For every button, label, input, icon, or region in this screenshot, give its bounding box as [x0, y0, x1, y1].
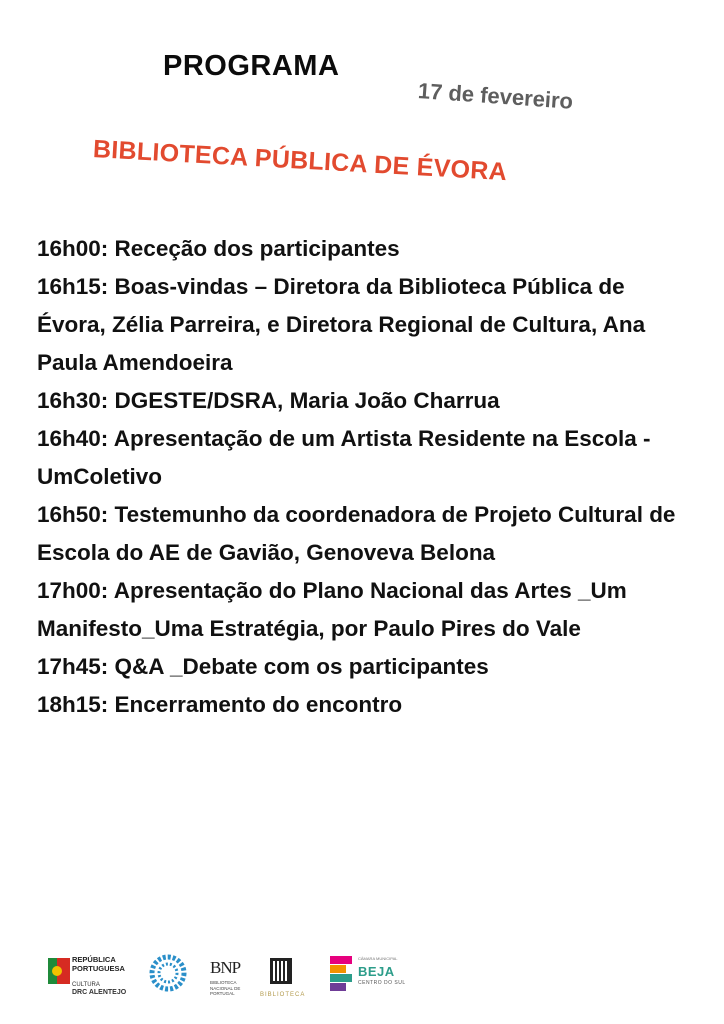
- event-date: 17 de fevereiro: [417, 78, 574, 114]
- republica-portuguesa-logo: [48, 956, 132, 996]
- logo-text: CÂMARA MUNICIPAL: [358, 956, 398, 961]
- biblioteca-logo: [260, 952, 320, 1002]
- logo-text: CENTRO DO SUL: [358, 980, 406, 986]
- beja-emblem-icon: [328, 954, 356, 994]
- beja-logo: [328, 954, 408, 998]
- venue-name: BIBLIOTECA PÚBLICA DE ÉVORA: [92, 135, 508, 187]
- schedule-item: 17h45: Q&A _Debate com os participantes: [37, 654, 489, 679]
- bnp-logo: [210, 958, 254, 1002]
- schedule-item: 16h30: DGESTE/DSRA, Maria João Charrua: [37, 388, 500, 413]
- logo-text: BIBLIOTECA: [260, 992, 306, 998]
- logo-text: BEJA: [358, 964, 395, 979]
- schedule-item: 17h00: Apresentação do Plano Nacional das Artes _Um Manifesto_Uma Estratégia, por Paulo Pires do Vale: [37, 578, 627, 641]
- logo-text: REPÚBLICA: [72, 955, 116, 964]
- page-title: PROGRAMA: [163, 50, 340, 82]
- logo-text: PORTUGUESA: [72, 963, 125, 973]
- schedule-item: 16h15: Boas-vindas – Diretora da Biblioteca Pública de Évora, Zélia Parreira, e Diretora Regional de Cultura, Ana Paula Amendoeira: [37, 274, 646, 375]
- logo-text: BIBLIOTECA NACIONAL DE PORTUGAL: [210, 980, 241, 996]
- schedule-item: 16h40: Apresentação de um Artista Residente na Escola - UmColetivo: [37, 426, 651, 489]
- schedule-list: [37, 230, 697, 724]
- logo-text: CULTURA: [72, 982, 100, 988]
- partner-logos: [48, 950, 408, 1010]
- logo-text: DRC ALENTEJO: [72, 989, 127, 996]
- schedule-item: 16h50: Testemunho da coordenadora de Projeto Cultural de Escola do AE de Gavião, Genoveva Belona: [37, 502, 676, 565]
- logo-text: BNP: [210, 958, 241, 977]
- circle-logo-icon: [149, 954, 187, 992]
- schedule-item: 18h15: Encerramento do encontro: [37, 692, 403, 717]
- schedule-item: 16h00: Receção dos participantes: [37, 236, 400, 261]
- flag-emblem-icon: [48, 958, 70, 984]
- book-icon: [260, 952, 300, 988]
